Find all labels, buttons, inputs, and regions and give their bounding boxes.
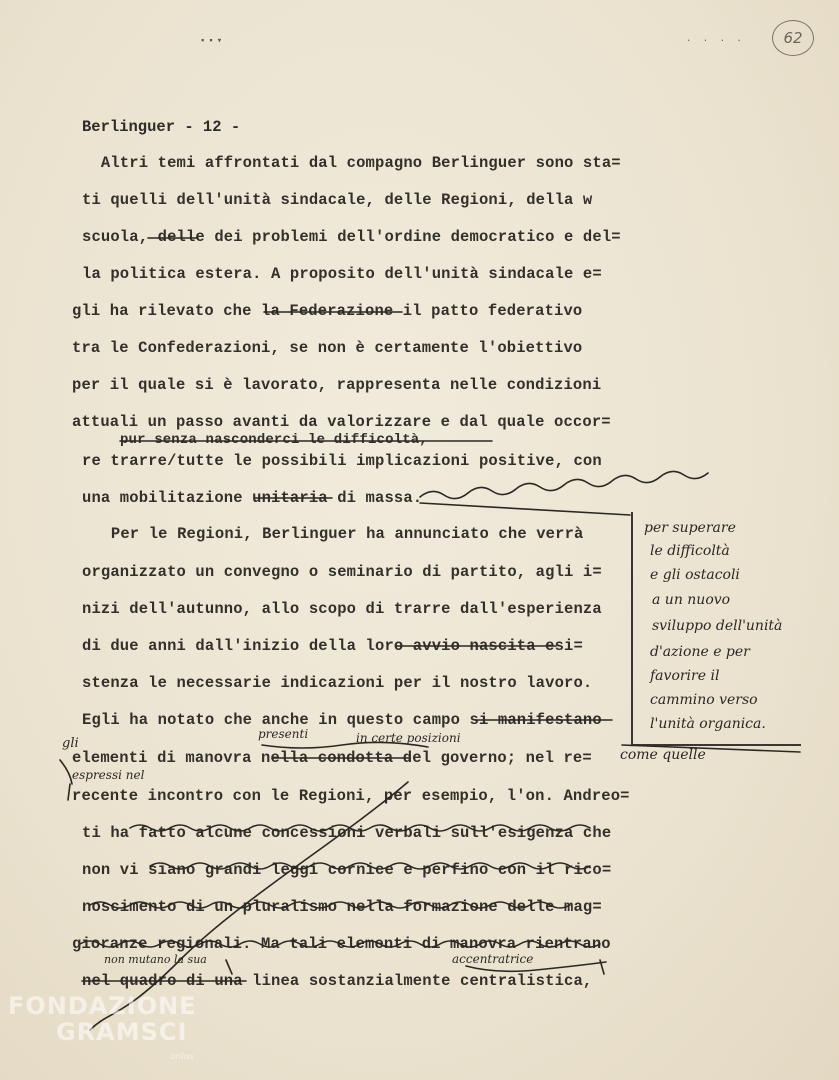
struck-insert-line: pur senza nasconderci le difficoltà,: [120, 432, 428, 448]
text-line: ti quelli dell'unità sindacale, delle Regioni, della w: [82, 191, 593, 209]
text-line: recente incontro con le Regioni, per esempio, l'on. Andreo=: [72, 787, 630, 805]
page-heading: Berlinguer - 12 -: [82, 118, 241, 136]
watermark-line: GRAMSCI: [56, 1018, 188, 1046]
watermark-subtitle: onlus: [170, 1052, 195, 1062]
margin-note-line: per superare: [644, 520, 736, 536]
text-line: una mobilitazione unitaria di massa.: [82, 489, 423, 507]
watermark-line: FONDAZIONE: [8, 992, 197, 1020]
handwritten-insert: in certe posizioni: [356, 731, 461, 745]
handwritten-insert: non mutano la sua: [104, 953, 207, 966]
text-line: stenza le necessarie indicazioni per il nostro lavoro.: [82, 674, 593, 692]
text-line: di due anni dall'inizio della loro avvio nascita esi=: [82, 637, 583, 655]
margin-note-line: l'unità organica.: [650, 716, 766, 732]
handwritten-insert: come quelle: [620, 747, 706, 763]
connector-stroke: [420, 503, 630, 515]
text-line: non vi siano grandi leggi cornice e perfino con il rico=: [82, 861, 612, 879]
wavy-stroke: [420, 471, 708, 498]
page-number: 62: [772, 20, 814, 56]
text-line: gli ha rilevato che la Federazione il patto federativo: [72, 302, 583, 320]
margin-note-line: d'azione e per: [650, 644, 750, 660]
text-line: la politica estera. A proposito dell'unità sindacale e=: [82, 265, 602, 283]
handwritten-insert: gli: [62, 736, 79, 751]
text-line: tra le Confederazioni, se non è certamente l'obiettivo: [72, 339, 583, 357]
insert-caret-stroke: [226, 960, 232, 974]
handwritten-insert: presenti: [258, 727, 309, 741]
handwritten-insert: accentratrice: [452, 952, 534, 966]
text-line: scuola, delle dei problemi dell'ordine democratico e del=: [82, 228, 621, 246]
text-line: attuali un passo avanti da valorizzare e dal quale occor=: [72, 413, 611, 431]
text-line: ti ha fatto alcune concessioni verbali sull'esigenza che: [82, 824, 612, 842]
margin-note-line: a un nuovo: [652, 592, 731, 608]
text-line: elementi di manovra nella condotta del governo; nel re=: [72, 749, 592, 767]
margin-note-line: e gli ostacoli: [650, 567, 740, 583]
wavy-stroke: [80, 941, 600, 947]
fondazione-gramsci-watermark: [8, 992, 197, 1046]
handwritten-insert: espressi nel: [72, 768, 145, 782]
paper-speck: · · · ·: [686, 36, 745, 46]
margin-note-line: cammino verso: [650, 692, 758, 708]
text-line: re trarre/tutte le possibili implicazioni positive, con: [82, 452, 602, 470]
text-line: Altri temi affrontati dal compagno Berlinguer sono sta=: [82, 154, 621, 172]
wavy-stroke: [130, 825, 590, 831]
paper-speck: ▪▪▾: [200, 36, 226, 46]
margin-note-line: sviluppo dell'unità: [652, 618, 783, 634]
margin-note-line: le difficoltà: [650, 543, 730, 559]
text-line: nizi dell'autunno, allo scopo di trarre dall'esperienza: [82, 600, 602, 618]
text-line: Per le Regioni, Berlinguer ha annunciato che verrà: [92, 525, 584, 543]
connector-stroke: [622, 745, 800, 752]
text-line: gioranze regionali. Ma tali elementi di manovra rientrano: [72, 935, 611, 953]
text-line: Egli ha notato che anche in questo campo si manifestano: [82, 711, 602, 729]
insert-bracket-stroke: [466, 962, 606, 971]
insert-bracket-stroke: [262, 742, 428, 748]
wavy-stroke: [90, 902, 570, 908]
insert-caret-stroke: [68, 784, 70, 800]
insert-caret-stroke: [60, 760, 72, 784]
text-line: nel quadro di una linea sostanzialmente centralistica,: [82, 972, 593, 990]
text-line: noscimento di un pluralismo nella formazione delle mag=: [82, 898, 602, 916]
margin-note-line: favorire il: [650, 668, 720, 684]
wavy-stroke: [150, 863, 590, 869]
text-line: per il quale si è lavorato, rappresenta nelle condizioni: [72, 376, 602, 394]
text-line: organizzato un convegno o seminario di partito, agli i=: [82, 563, 602, 581]
